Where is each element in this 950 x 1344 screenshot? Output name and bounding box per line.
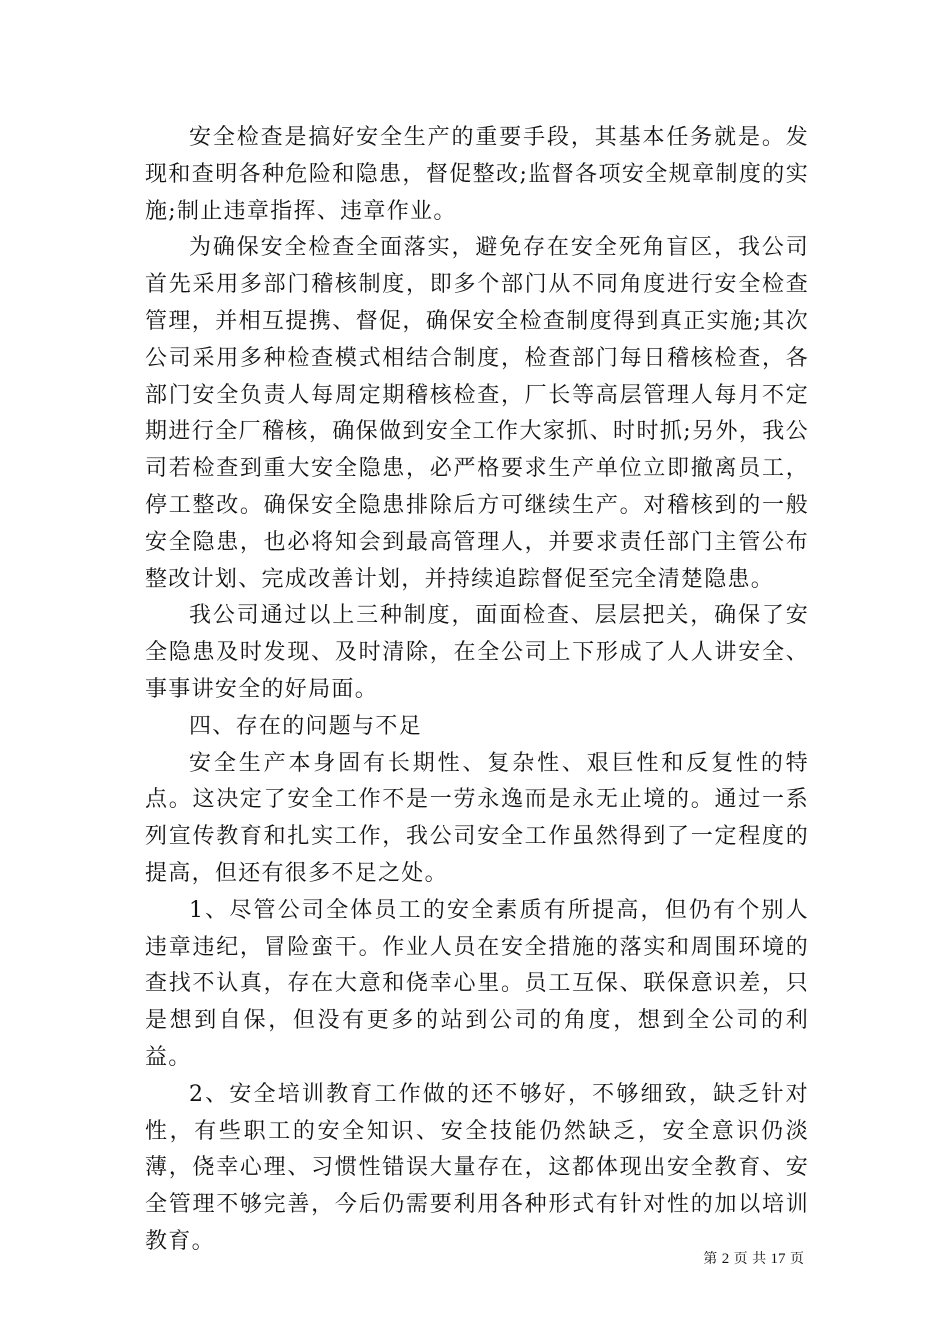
footer-suffix: 页 <box>790 1251 804 1267</box>
page-footer <box>703 1248 804 1268</box>
current-page-number: 2 <box>721 1251 730 1267</box>
paragraph-safety-inspection-task: 安全检查是搞好安全生产的重要手段，其基本任务就是。发现和查明各种危险和隐患，督促整改;监督各项安全规章制度的实施;制止违章指挥、违章作业。 <box>145 125 809 224</box>
section-heading-problems: 四、存在的问题与不足 <box>189 713 423 739</box>
document-body <box>145 120 809 1261</box>
total-pages-number: 17 <box>770 1251 786 1267</box>
paragraph-problem-2: 2、安全培训教育工作做的还不够好，不够细致，缺乏针对性，有些职工的安全知识、安全技能仍然缺乏，安全意识仍淡薄，侥幸心理、习惯性错误大量存在，这都体现出安全教育、安全管理不够完善，今后仍需要利用各种形式有针对性的加以培训教育。 <box>145 1081 809 1254</box>
paragraph-inspection-system: 为确保安全检查全面落实，避免存在安全死角盲区，我公司首先采用多部门稽核制度，即多个部门从不同角度进行安全检查管理，并相互提携、督促，确保安全检查制度得到真正实施;其次公司采用多种检查模式相结合制度，检查部门每日稽核检查，各部门安全负责人每周定期稽核检查，厂长等高层管理人每月不定期进行全厂稽核，确保做到安全工作大家抓、时时抓;另外，我公司若检查到重大安全隐患，必严格要求生产单位立即撤离员工，停工整改。确保安全隐患排除后方可继续生产。对稽核到的一般安全隐患，也必将知会到最高管理人，并要求责任部门主管公布整改计划、完成改善计划，并持续追踪督促至完全清楚隐患。 <box>145 235 809 592</box>
paragraph-inspection-result: 我公司通过以上三种制度，面面检查、层层把关，确保了安全隐患及时发现、及时清除，在全公司上下形成了人人讲安全、事事讲安全的好局面。 <box>145 603 809 702</box>
footer-prefix: 第 <box>703 1251 718 1267</box>
paragraph-problems-intro: 安全生产本身固有长期性、复杂性、艰巨性和反复性的特点。这决定了安全工作不是一劳永逸而是永无止境的。通过一系列宣传教育和扎实工作，我公司安全工作虽然得到了一定程度的提高，但还有很多不足之处。 <box>145 750 809 886</box>
paragraph-problem-1: 1、尽管公司全体员工的安全素质有所提高，但仍有个别人违章违纪，冒险蛮干。作业人员在安全措施的落实和周围环境的查找不认真，存在大意和侥幸心里。员工互保、联保意识差，只是想到自保，但没有更多的站到公司的角度，想到全公司的利益。 <box>145 897 809 1070</box>
footer-middle: 页 共 <box>733 1251 767 1267</box>
